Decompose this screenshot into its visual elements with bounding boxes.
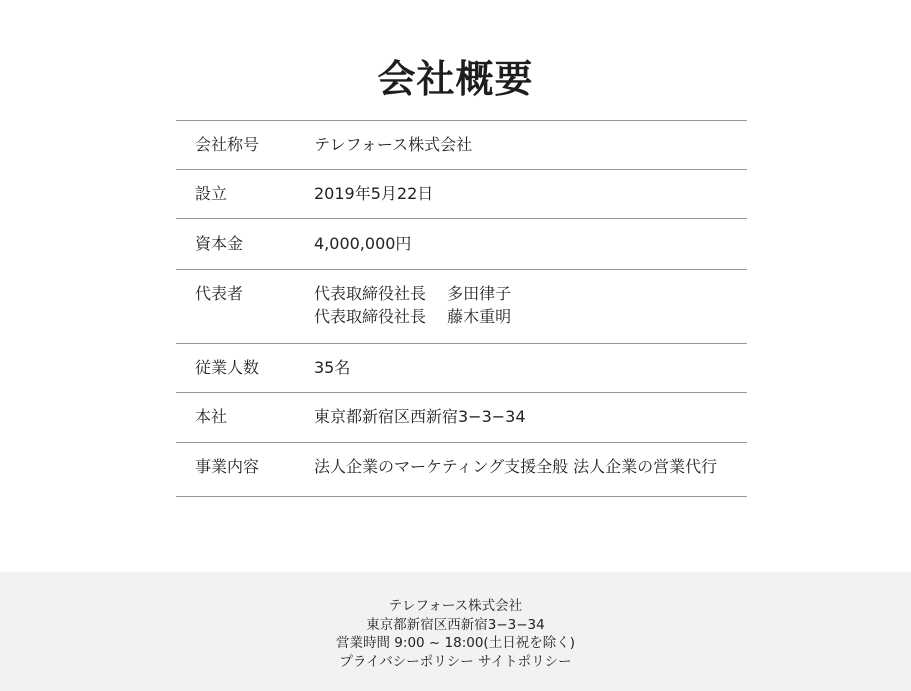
row-value xyxy=(314,455,747,478)
site-footer xyxy=(0,572,911,691)
value-line: 法人企業のマーケティング支援全般 法人企業の営業代行 xyxy=(314,457,718,476)
row-value xyxy=(314,133,747,156)
table-row-headquarters xyxy=(176,392,747,442)
value-line: 35名 xyxy=(314,358,351,377)
row-label: 代表者 xyxy=(195,284,244,303)
footer-company-name: テレフォース株式会社 xyxy=(388,598,523,614)
footer-address: 東京都新宿区西新宿3−3−34 xyxy=(366,616,545,633)
table-row-capital xyxy=(176,218,747,269)
footer-hours: 営業時間 9:00 ~ 18:00(土日祝を除く) xyxy=(336,635,575,651)
table-row-company-name xyxy=(176,120,747,169)
value-line: テレフォース株式会社 xyxy=(314,135,473,154)
row-value xyxy=(314,182,747,205)
row-label: 設立 xyxy=(195,184,228,203)
row-value xyxy=(314,232,747,255)
company-info-table xyxy=(176,120,747,497)
value-line: 東京都新宿区西新宿3−3−34 xyxy=(314,407,526,426)
page-title: 会社概要 xyxy=(377,57,534,101)
row-value xyxy=(314,405,747,428)
row-label: 会社称号 xyxy=(195,135,260,154)
row-value xyxy=(314,356,747,379)
row-value xyxy=(314,282,747,328)
table-row-established xyxy=(176,169,747,218)
table-row-representative xyxy=(176,269,747,343)
footer-info xyxy=(0,597,911,671)
footer-policy-links[interactable]: プライバシーポリシー サイトポリシー xyxy=(339,653,572,670)
value-line: 代表取締役社長 藤木重明 xyxy=(314,307,512,326)
row-label: 従業人数 xyxy=(195,358,260,377)
value-line: 2019年5月22日 xyxy=(314,184,434,203)
row-label: 資本金 xyxy=(195,234,244,253)
table-row-employees xyxy=(176,343,747,392)
table-row-business xyxy=(176,442,747,497)
row-label: 事業内容 xyxy=(195,457,260,476)
value-line: 代表取締役社長 多田律子 xyxy=(314,284,512,303)
row-label: 本社 xyxy=(195,407,228,426)
value-line: 4,000,000円 xyxy=(314,234,412,253)
